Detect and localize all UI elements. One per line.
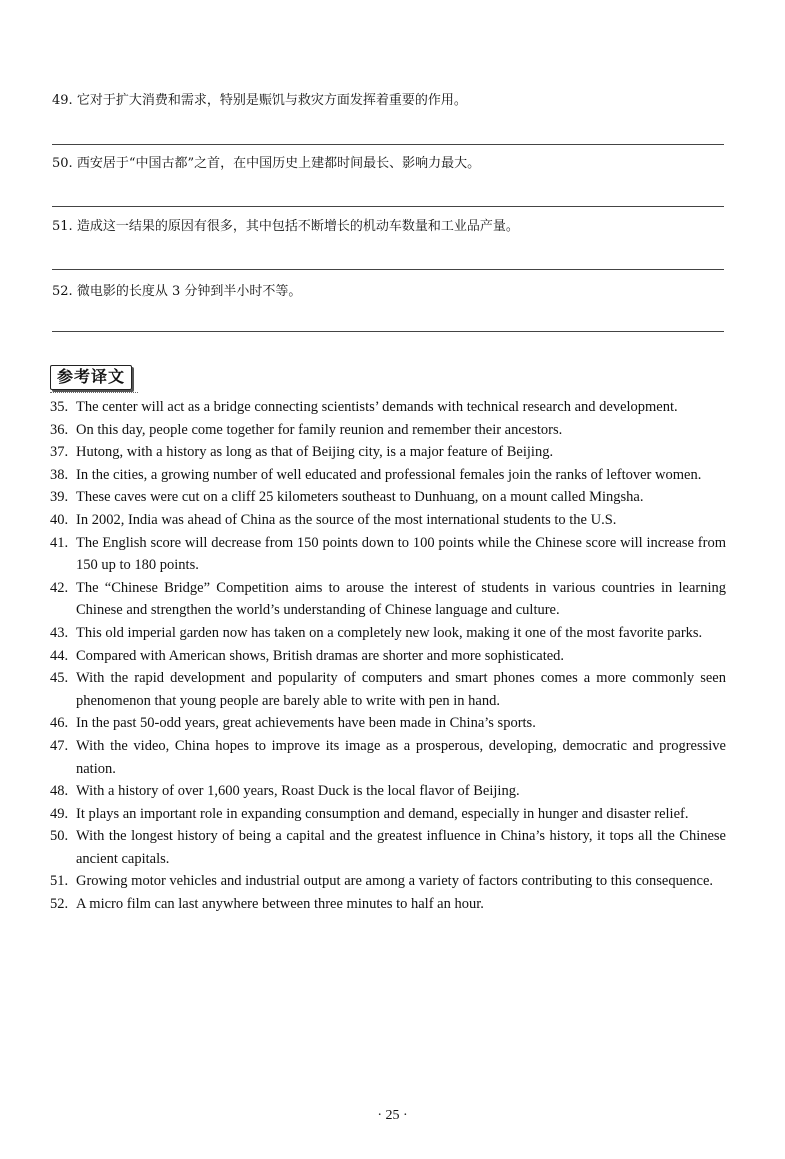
list-item — [50, 780, 726, 803]
exercise-item — [52, 92, 724, 110]
item-number: 48. — [50, 783, 69, 800]
list-item — [50, 396, 726, 419]
list-item — [50, 441, 726, 464]
item-number: 37. — [50, 444, 69, 461]
answer-line — [52, 269, 724, 270]
item-number: 51. — [50, 873, 69, 890]
item-number: 35. — [50, 399, 69, 415]
item-text: The center will act as a bridge connecting scientists’ demands with technical research and development. — [76, 399, 678, 415]
item-number: 46. — [50, 715, 69, 732]
item-text: Growing motor vehicles and industrial output are among a variety of factors contributing to this consequence. — [76, 873, 714, 890]
item-text: The English score will decrease from 150 points down to 100 points while the Chinese score will increase from 150 up to 180 points. — [76, 534, 726, 574]
answer-line — [52, 331, 724, 332]
item-text: On this day, people come together for family reunion and remember their ancestors. — [76, 421, 563, 438]
translation-list — [50, 396, 726, 916]
item-text: A micro film can last anywhere between three minutes to half an hour. — [76, 896, 484, 913]
item-number: 49. — [50, 805, 69, 822]
section-heading: 参考译文 — [50, 365, 132, 390]
list-item — [50, 712, 726, 735]
exercise-number: 52. — [52, 284, 73, 299]
exercise-sentence — [52, 92, 724, 110]
exercise-text: 造成这一结果的原因有很多，其中包括不断增长的机动车数量和工业品产量。 — [76, 219, 519, 234]
item-text: In the cities, a growing number of well educated and professional females join the ranks of leftover women. — [76, 466, 702, 483]
item-text: The “Chinese Bridge” Competition aims to arouse the interest of students in various countries in learning Chinese and strengthen the world’s understanding of Chinese language and culture. — [76, 579, 726, 619]
list-item — [50, 825, 726, 870]
exercise-number: 51. — [52, 219, 73, 234]
item-text: With the longest history of being a capital and the greatest influence in China’s history, it tops all the Chinese ancient capitals. — [76, 828, 726, 867]
exercise-number: 49. — [52, 93, 73, 108]
list-item — [50, 622, 726, 645]
list-item — [50, 803, 726, 826]
list-item — [50, 509, 726, 532]
item-number: 45. — [50, 670, 69, 687]
exercise-text: 西安居于“中国古都”之首，在中国历史上建都时间最长、影响力最大。 — [76, 156, 481, 171]
item-text: With a history of over 1,600 years, Roast Duck is the local flavor of Beijing. — [76, 783, 520, 800]
item-number: 44. — [50, 647, 69, 664]
item-text: In 2002, India was ahead of China as the source of the most international students to the U.S. — [76, 511, 617, 528]
exercise-sentence — [52, 218, 724, 236]
exercise-item — [52, 218, 724, 236]
list-item — [50, 645, 726, 668]
exercise-text: 它对于扩大消费和需求，特别是赈饥与救灾方面发挥着重要的作用。 — [76, 93, 467, 108]
item-text: With the video, China hopes to improve its image as a prosperous, developing, democratic and progressive nation. — [76, 737, 726, 777]
list-item — [50, 667, 726, 712]
exercise-number: 50. — [52, 156, 73, 171]
item-text: With the rapid development and popularity of computers and smart phones comes a more commonly seen phenomenon that young people are barely able to write with pen in hand. — [76, 670, 726, 709]
item-text: Compared with American shows, British dramas are shorter and more sophisticated. — [76, 647, 565, 664]
answer-line — [52, 206, 724, 207]
exercise-sentence — [52, 283, 724, 301]
list-item — [50, 577, 726, 622]
item-number: 41. — [50, 534, 69, 551]
item-number: 52. — [50, 896, 69, 913]
item-number: 50. — [50, 828, 69, 845]
list-item — [50, 464, 726, 487]
exercise-sentence — [52, 155, 724, 173]
item-number: 43. — [50, 624, 69, 641]
item-number: 39. — [50, 489, 69, 506]
item-number: 40. — [50, 511, 69, 528]
exercise-text: 微电影的长度从 3 分钟到半小时不等。 — [76, 284, 302, 299]
exercise-item — [52, 155, 724, 173]
item-number: 38. — [50, 466, 69, 483]
item-number: 36. — [50, 421, 69, 438]
list-item — [50, 486, 726, 509]
answer-line — [52, 144, 724, 145]
item-text: In the past 50-odd years, great achievements have been made in China’s sports. — [76, 715, 536, 732]
item-number: 47. — [50, 737, 69, 754]
page-number: · 25 · — [377, 1108, 408, 1123]
item-number: 42. — [50, 579, 69, 596]
list-item — [50, 735, 726, 780]
item-text: This old imperial garden now has taken on a completely new look, making it one of the most favorite parks. — [76, 624, 703, 641]
heading-rule — [50, 392, 138, 393]
item-text: Hutong, with a history as long as that of Beijing city, is a major feature of Beijing. — [76, 444, 554, 461]
list-item — [50, 419, 726, 442]
item-text: It plays an important role in expanding consumption and demand, especially in hunger and disaster relief. — [76, 805, 689, 822]
list-item — [50, 893, 726, 916]
item-text: These caves were cut on a cliff 25 kilometers southeast to Dunhuang, on a mount called Mingsha. — [76, 489, 644, 506]
exercise-item — [52, 283, 724, 301]
list-item — [50, 532, 726, 577]
list-item — [50, 870, 726, 893]
